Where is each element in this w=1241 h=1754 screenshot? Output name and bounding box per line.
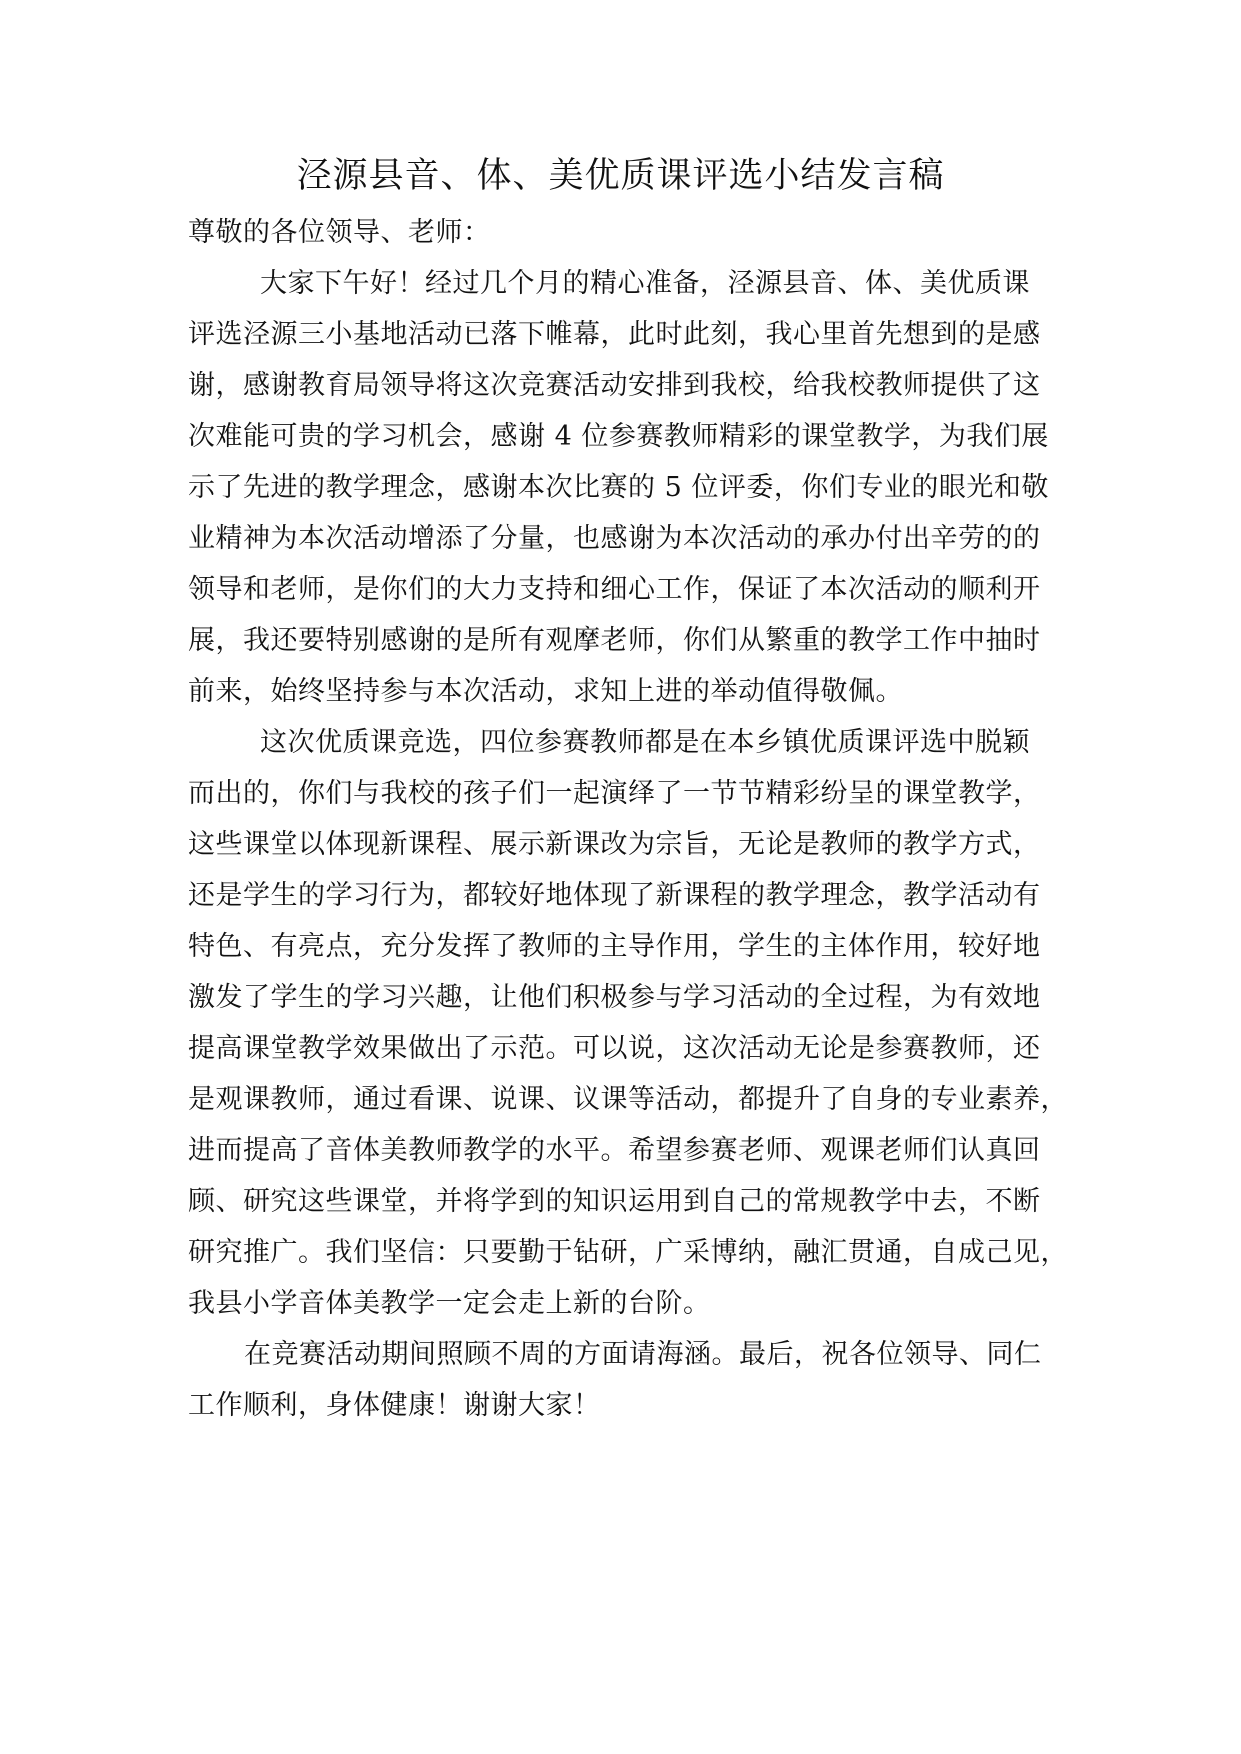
paragraph-line: 我县小学音体美教学一定会走上新的台阶。 xyxy=(188,1288,711,1319)
paragraph-line: 这次优质课竞选，四位参赛教师都是在本乡镇优质课评选中脱颖 xyxy=(260,727,1030,758)
paragraph-line: 这些课堂以体现新课程、展示新课改为宗旨，无论是教师的教学方式， xyxy=(188,829,1041,860)
paragraph-line: 评选泾源三小基地活动已落下帷幕，此时此刻，我心里首先想到的是感 xyxy=(188,319,1041,350)
paragraph-line: 顾、研究这些课堂，并将学到的知识运用到自己的常规教学中去，不断 xyxy=(188,1186,1041,1217)
document-title: 泾源县音、体、美优质课评选小结发言稿 xyxy=(296,156,945,196)
paragraph-line: 次难能可贵的学习机会，感谢 4 位参赛教师精彩的课堂教学，为我们展 xyxy=(188,421,1049,452)
paragraph-line: 激发了学生的学习兴趣，让他们积极参与学习活动的全过程，为有效地 xyxy=(188,982,1041,1013)
paragraph-line: 研究推广。我们坚信：只要勤于钻研，广采博纳，融汇贯通，自成己见， xyxy=(188,1237,1068,1268)
paragraph-line: 大家下午好！经过几个月的精心准备，泾源县音、体、美优质课 xyxy=(260,268,1030,299)
paragraph-line: 是观课教师，通过看课、说课、议课等活动，都提升了自身的专业素养， xyxy=(188,1084,1068,1115)
salutation-line: 尊敬的各位领导、老师： xyxy=(188,217,491,248)
closing-line: 工作顺利，身体健康！谢谢大家！ xyxy=(188,1390,601,1421)
paragraph-line: 领导和老师，是你们的大力支持和细心工作，保证了本次活动的顺利开 xyxy=(188,574,1041,605)
paragraph-line: 提高课堂教学效果做出了示范。可以说，这次活动无论是参赛教师，还 xyxy=(188,1033,1041,1064)
paragraph-line: 前来，始终坚持参与本次活动，求知上进的举动值得敬佩。 xyxy=(188,676,903,707)
paragraph-line: 还是学生的学习行为，都较好地体现了新课程的教学理念，教学活动有 xyxy=(188,880,1041,911)
paragraph-line: 展，我还要特别感谢的是所有观摩老师，你们从繁重的教学工作中抽时 xyxy=(188,625,1041,656)
paragraph-line: 进而提高了音体美教师教学的水平。希望参赛老师、观课老师们认真回 xyxy=(188,1135,1041,1166)
paragraph-line: 而出的，你们与我校的孩子们一起演绎了一节节精彩纷呈的课堂教学， xyxy=(188,778,1041,809)
paragraph-line: 特色、有亮点，充分发挥了教师的主导作用，学生的主体作用，较好地 xyxy=(188,931,1041,962)
paragraph-line: 业精神为本次活动增添了分量，也感谢为本次活动的承办付出辛劳的的 xyxy=(188,523,1041,554)
paragraph-line: 谢，感谢教育局领导将这次竞赛活动安排到我校，给我校教师提供了这 xyxy=(188,370,1041,401)
document-body xyxy=(188,207,1088,1431)
paragraph-line: 示了先进的教学理念，感谢本次比赛的 5 位评委，你们专业的眼光和敬 xyxy=(188,472,1049,503)
closing-line: 在竞赛活动期间照顾不周的方面请海涵。最后，祝各位领导、同仁 xyxy=(244,1339,1042,1370)
